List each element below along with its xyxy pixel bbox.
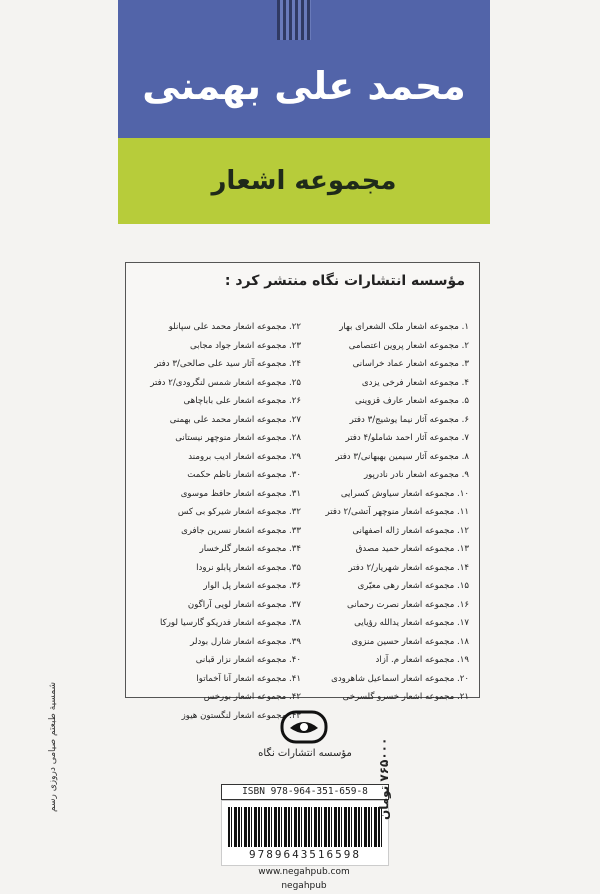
list-item: ۱۸. مجموعه اشعار حسین منزوی xyxy=(351,636,469,647)
list-item: ۲۱. مجموعه اشعار خسرو گلسرخی xyxy=(342,692,469,702)
list-item: ۲۶. مجموعه اشعار علی باباچاهی xyxy=(183,396,301,406)
list-title: مؤسسه انتشارات نگاه منتشر کرد : xyxy=(224,273,465,289)
book-subtitle: مجموعه اشعار xyxy=(211,166,397,196)
isbn-label: ISBN 978-964-351-659-8 xyxy=(221,784,389,800)
list-item: ۱۳. مجموعه اشعار حمید مصدق xyxy=(355,544,469,554)
list-item: ۲۵. مجموعه اشعار شمس لنگرودی/۲ دفتر xyxy=(150,377,301,388)
list-item: ۱۲. مجموعه اشعار ژاله اصفهانی xyxy=(352,525,469,536)
list-item: ۶. مجموعه آثار نیما یوشیج/۳ دفتر xyxy=(349,414,469,425)
list-item: ۱۵. مجموعه اشعار رهی معیّری xyxy=(357,581,469,591)
published-list-box xyxy=(125,262,480,721)
list-item: ۲۲. مجموعه اشعار محمد علی سپانلو xyxy=(168,322,301,332)
list-item: ۲۷. مجموعه اشعار محمد علی بهمنی xyxy=(169,414,301,425)
website-link: www.negahpub.com xyxy=(258,867,350,877)
list-item: ۱۶. مجموعه اشعار نصرت رحمانی xyxy=(347,599,469,610)
list-item: ۲۰. مجموعه اشعار اسماعیل شاهرودی xyxy=(331,673,469,684)
list-item: ۲۸. مجموعه اشعار منوچهر نیستانی xyxy=(175,433,301,443)
list-item: ۱۷. مجموعه اشعار یدالله رؤیایی xyxy=(354,618,469,628)
list-item: ۲. مجموعه اشعار پروین اعتصامی xyxy=(348,340,469,351)
list-item: ۴. مجموعه اشعار فرخی یزدی xyxy=(361,377,469,388)
author-name: محمد علی بهمنی xyxy=(142,64,466,108)
price-label: ۷۶۵۰۰۰ تومان xyxy=(377,737,391,820)
list-column-right xyxy=(299,318,469,707)
publisher-name: مؤسسه انتشارات نگاه xyxy=(258,748,352,759)
list-item: ۳۳. مجموعه اشعار نسرین جافری xyxy=(181,525,301,536)
list-item: ۳۹. مجموعه اشعار شارل بودلر xyxy=(190,636,301,647)
list-item: ۱. مجموعه اشعار ملک الشعرای بهار xyxy=(339,322,469,332)
list-column-left xyxy=(129,318,301,725)
list-item: ۹. مجموعه اشعار نادر نادرپور xyxy=(363,470,469,480)
list-item: ۴۳. مجموعه اشعار لنگستون هیوز xyxy=(181,710,301,721)
list-item: ۳۶. مجموعه اشعار پل الوار xyxy=(203,581,301,591)
list-item: ۴۰. مجموعه اشعار نزار قبانی xyxy=(195,655,301,665)
list-item: ۳۵. مجموعه اشعار پابلو نرودا xyxy=(196,562,301,573)
list-item: ۲۳. مجموعه اشعار جواد مجابی xyxy=(190,340,301,351)
barcode xyxy=(221,800,389,866)
list-item: ۲۴. مجموعه آثار سید علی صالحی/۳ دفتر xyxy=(154,359,301,369)
list-item: ۵. مجموعه اشعار عارف قزوینی xyxy=(354,396,469,406)
list-item: ۳۰. مجموعه اشعار ناظم حکمت xyxy=(187,470,301,480)
spine-note: شمسیة طبعتم صیامی دروزی رسم xyxy=(48,681,58,812)
list-item: ۴۲. مجموعه اشعار بورخس xyxy=(203,692,301,702)
list-item: ۴۱. مجموعه اشعار آنا آخماتوا xyxy=(196,673,301,684)
list-item: ۷. مجموعه آثار احمد شاملو/۴ دفتر xyxy=(345,433,469,443)
list-item: ۱۹. مجموعه اشعار م. آزاد xyxy=(375,655,469,665)
list-item: ۲۹. مجموعه اشعار ادیب برومند xyxy=(188,451,301,462)
list-item: ۱۴. مجموعه اشعار شهریار/۲ دفتر xyxy=(348,562,469,573)
list-item: ۳۱. مجموعه اشعار حافظ موسوی xyxy=(180,488,301,499)
list-item: ۳. مجموعه اشعار عماد خراسانی xyxy=(352,359,469,369)
list-item: ۱۱. مجموعه اشعار منوچهر آتشی/۲ دفتر xyxy=(325,507,469,517)
instagram-handle: negahpub xyxy=(281,881,327,891)
list-item: ۳۴. مجموعه اشعار گلرخسار xyxy=(199,544,301,554)
list-item: ۳۸. مجموعه اشعار فدریکو گارسیا لورکا xyxy=(160,618,301,628)
barcode-number: 9789643516598 xyxy=(248,848,362,861)
list-item: ۳۷. مجموعه اشعار لویی آراگون xyxy=(187,599,301,610)
list-item: ۳۲. مجموعه اشعار شیرکو بی کس xyxy=(177,507,301,517)
qr-code-icon xyxy=(277,0,311,40)
barcode-bars xyxy=(228,807,382,847)
publisher-logo-icon xyxy=(280,710,328,744)
list-item: ۱۰. مجموعه اشعار سیاوش کسرایی xyxy=(340,488,469,499)
list-item: ۸. مجموعه آثار سیمین بهبهانی/۳ دفتر xyxy=(335,451,469,462)
